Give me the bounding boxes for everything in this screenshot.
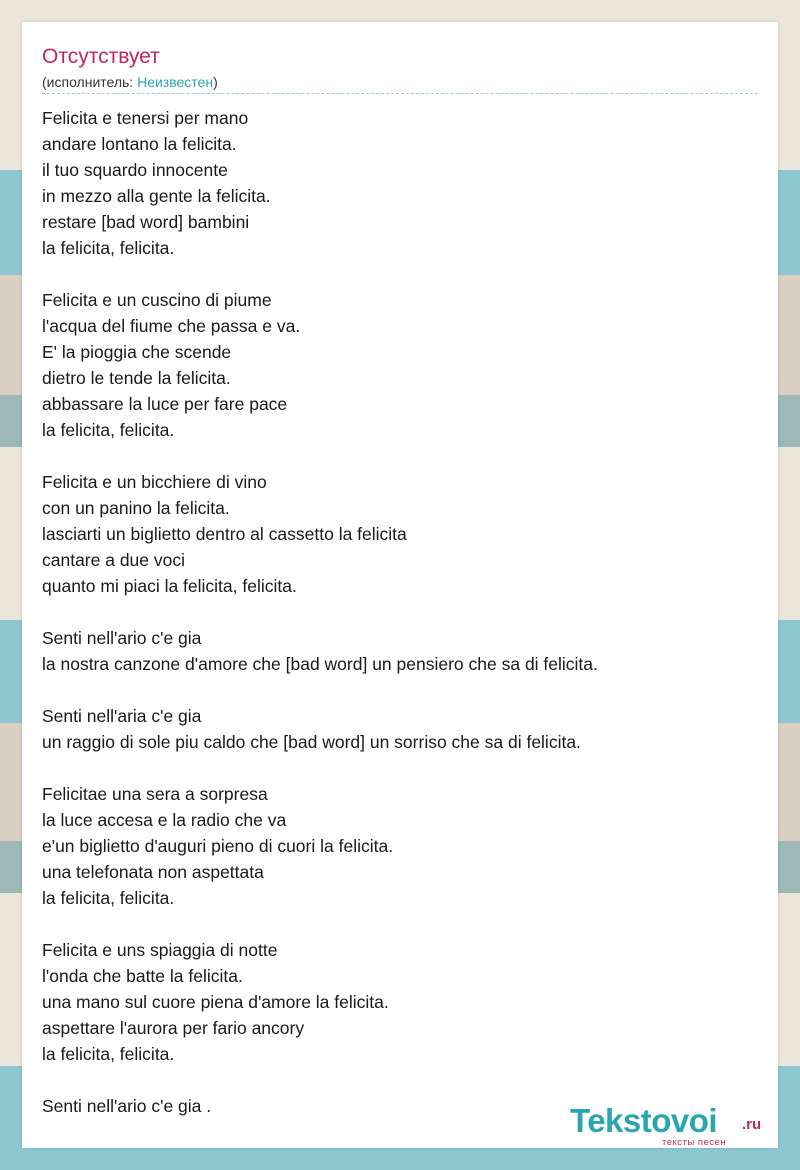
lyric-line: in mezzo alla gente la felicita. — [42, 186, 271, 206]
lyric-line: quanto mi piaci la felicita, felicita. — [42, 576, 297, 596]
lyric-line: con un panino la felicita. — [42, 498, 230, 518]
stanza-break — [42, 677, 762, 703]
stanza-break — [42, 1067, 762, 1093]
lyric-line: cantare a due voci — [42, 550, 186, 570]
lyric-line: restare [bad word] bambini — [42, 212, 250, 232]
lyric-line: Senti nell'ario c'e gia . — [42, 1096, 212, 1116]
lyric-line: andare lontano la felicita. — [42, 134, 237, 154]
lyric-line: una telefonata non aspettata — [42, 862, 264, 882]
lyric-line: Felicita e un cuscino di piume — [42, 290, 272, 310]
artist-line — [42, 73, 218, 91]
lyric-line: la felicita, felicita. — [42, 888, 175, 908]
lyric-line: Felicita e tenersi per mano — [42, 108, 249, 128]
lyric-line: la felicita, felicita. — [42, 420, 175, 440]
lyric-line: abbassare la luce per fare pace — [42, 394, 288, 414]
lyric-line: E' la pioggia che scende — [42, 342, 232, 362]
lyric-line: Senti nell'aria c'e gia — [42, 706, 202, 726]
lyric-line: la luce accesa e la radio che va — [42, 810, 287, 830]
lyric-line: Felicita e un bicchiere di vino — [42, 472, 267, 492]
lyrics-text — [42, 105, 762, 1119]
stanza-break — [42, 755, 762, 781]
site-logo[interactable] — [570, 1102, 780, 1148]
logo-tagline: тексты песен — [662, 1137, 727, 1148]
lyric-line: l'acqua del fiume che passa e va. — [42, 316, 301, 336]
lyric-line: un raggio di sole piu caldo che [bad word] un sorriso che sa di felicita. — [42, 732, 581, 752]
lyric-line: la felicita, felicita. — [42, 1044, 175, 1064]
lyric-line: Senti nell'ario c'e gia — [42, 628, 202, 648]
lyrics-card — [22, 22, 778, 1148]
lyric-line: la nostra canzone d'amore che [bad word] un pensiero che sa di felicita. — [42, 654, 598, 674]
stanza-break — [42, 599, 762, 625]
lyric-line: Felicitae una sera a sorpresa — [42, 784, 268, 804]
divider — [42, 93, 758, 94]
artist-prefix: (исполнитель: — [42, 74, 138, 90]
stanza-break — [42, 911, 762, 937]
lyric-line: Felicita e uns spiaggia di notte — [42, 940, 278, 960]
logo-domain: .ru — [742, 1116, 762, 1133]
lyric-line: dietro le tende la felicita. — [42, 368, 231, 388]
lyric-line: la felicita, felicita. — [42, 238, 175, 258]
stanza-break — [42, 261, 762, 287]
stanza-break — [42, 443, 762, 469]
artist-link[interactable]: Неизвестен — [137, 74, 214, 90]
lyric-line: lasciarti un biglietto dentro al cassetto la felicita — [42, 524, 407, 544]
lyric-line: e'un biglietto d'auguri pieno di cuori la felicita. — [42, 836, 394, 856]
lyric-line: il tuo squardo innocente — [42, 160, 228, 180]
artist-suffix: ) — [213, 74, 218, 90]
lyric-line: una mano sul cuore piena d'amore la felicita. — [42, 992, 389, 1012]
song-title: Отсутствует — [42, 45, 160, 68]
logo-name: Tekstovoi — [570, 1102, 718, 1139]
lyric-line: l'onda che batte la felicita. — [42, 966, 243, 986]
lyric-line: aspettare l'aurora per fario ancory — [42, 1018, 305, 1038]
